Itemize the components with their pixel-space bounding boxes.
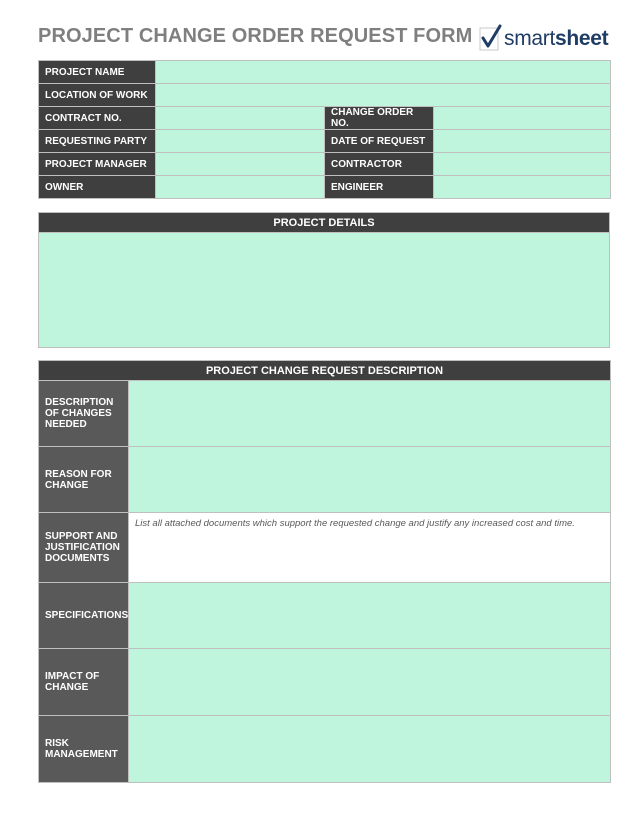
- date-of-request-label: DATE OF REQUEST: [325, 130, 434, 153]
- requesting-party-field[interactable]: [156, 130, 325, 153]
- contractor-label: CONTRACTOR: [325, 153, 434, 176]
- impact-of-change-label: IMPACT OF CHANGE: [39, 649, 129, 716]
- logo-text: [504, 27, 608, 51]
- table-row: [39, 213, 610, 233]
- change-request-header: PROJECT CHANGE REQUEST DESCRIPTION: [39, 361, 611, 381]
- table-row: [39, 716, 611, 783]
- logo-text-regular: smart: [504, 27, 556, 50]
- table-row: [39, 107, 611, 130]
- support-documents-label: SUPPORT AND JUSTIFICATION DOCUMENTS: [39, 513, 129, 583]
- smartsheet-logo: [478, 24, 608, 54]
- project-info-table: [38, 60, 611, 199]
- engineer-field[interactable]: [434, 176, 611, 199]
- specifications-field[interactable]: [129, 583, 611, 649]
- table-row: [39, 61, 611, 84]
- project-details-table: [38, 212, 610, 348]
- location-of-work-field[interactable]: [156, 84, 611, 107]
- contractor-field[interactable]: [434, 153, 611, 176]
- contract-no-label: CONTRACT NO.: [39, 107, 156, 130]
- date-of-request-field[interactable]: [434, 130, 611, 153]
- project-manager-label: PROJECT MANAGER: [39, 153, 156, 176]
- table-row: [39, 583, 611, 649]
- checkmark-logo-icon: [478, 24, 504, 54]
- table-row: [39, 447, 611, 513]
- project-details-field[interactable]: [39, 233, 610, 348]
- page-title: PROJECT CHANGE ORDER REQUEST FORM: [38, 25, 473, 47]
- location-of-work-label: LOCATION OF WORK: [39, 84, 156, 107]
- reason-for-change-field[interactable]: [129, 447, 611, 513]
- reason-for-change-label: REASON FOR CHANGE: [39, 447, 129, 513]
- owner-field[interactable]: [156, 176, 325, 199]
- project-name-field[interactable]: [156, 61, 611, 84]
- project-manager-field[interactable]: [156, 153, 325, 176]
- engineer-label: ENGINEER: [325, 176, 434, 199]
- requesting-party-label: REQUESTING PARTY: [39, 130, 156, 153]
- owner-label: OWNER: [39, 176, 156, 199]
- table-row: [39, 361, 611, 381]
- change-request-table: [38, 360, 611, 783]
- project-details-header: PROJECT DETAILS: [39, 213, 610, 233]
- risk-management-label: RISK MANAGEMENT: [39, 716, 129, 783]
- table-row: [39, 153, 611, 176]
- specifications-label: SPECIFICATIONS: [39, 583, 129, 649]
- impact-of-change-field[interactable]: [129, 649, 611, 716]
- table-row: [39, 513, 611, 583]
- risk-management-field[interactable]: [129, 716, 611, 783]
- table-row: [39, 176, 611, 199]
- change-order-no-field[interactable]: [434, 107, 611, 130]
- project-name-label: PROJECT NAME: [39, 61, 156, 84]
- table-row: [39, 84, 611, 107]
- table-row: [39, 381, 611, 447]
- contract-no-field[interactable]: [156, 107, 325, 130]
- description-of-changes-label: DESCRIPTION OF CHANGES NEEDED: [39, 381, 129, 447]
- description-of-changes-field[interactable]: [129, 381, 611, 447]
- table-row: [39, 649, 611, 716]
- change-order-no-label: CHANGE ORDER NO.: [325, 107, 434, 130]
- table-row: [39, 233, 610, 348]
- table-row: [39, 130, 611, 153]
- support-documents-field[interactable]: List all attached documents which support the requested change and justify any increased cost and time.: [129, 513, 611, 583]
- logo-text-bold: sheet: [555, 27, 609, 50]
